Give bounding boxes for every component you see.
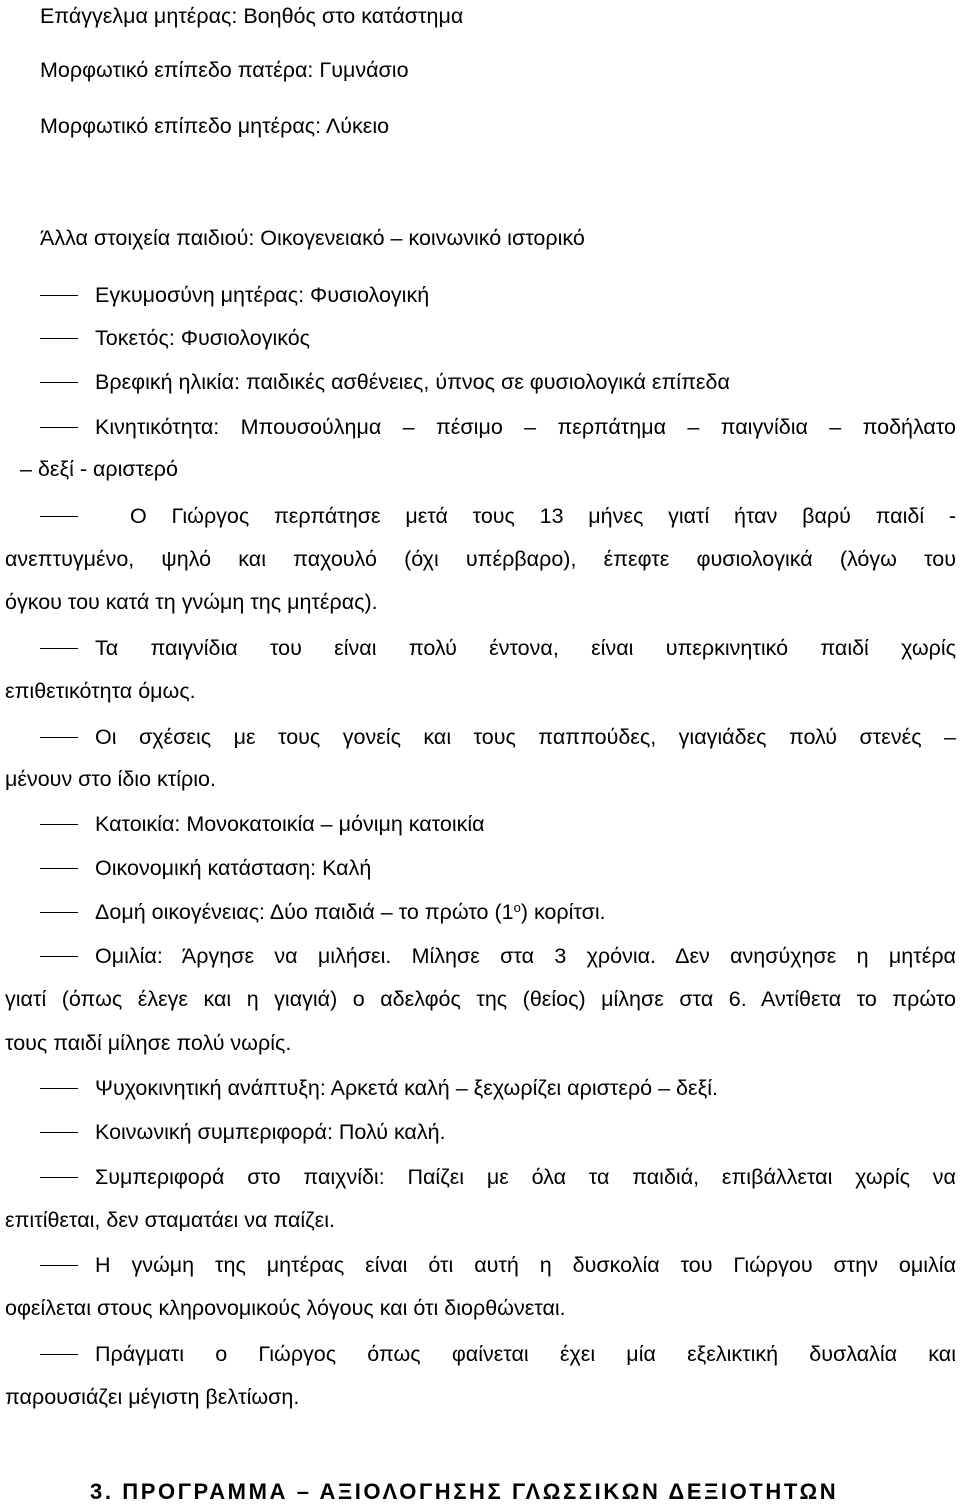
social-line: Κοινωνική συμπεριφορά: Πολύ καλή.	[95, 1120, 446, 1144]
bullet-dash	[40, 648, 78, 649]
section-heading: 3. ΠΡΟΓΡΑΜΜΑ – ΑΞΙΟΛΟΓΗΣΗΣ ΓΛΩΣΣΙΚΩΝ ΔΕΞΙΟΤΗΤΩΝ	[90, 1479, 839, 1504]
relations-line-2: μένουν στο ίδιο κτίριο.	[5, 767, 216, 791]
family-text-pre: Δομή οικογένειας: Δύο παιδιά – το πρώτο (1	[95, 900, 514, 924]
bullet-dash	[40, 1132, 78, 1133]
father-education: Μορφωτικό επίπεδο πατέρα: Γυμνάσιο	[40, 58, 409, 82]
speech-line-2: γιατί (όπως έλεγε και η γιαγιά) ο αδελφός της (θείος) μίλησε στα 6. Αντίθετα το πρώτο	[5, 987, 956, 1011]
opinion-line-2: οφείλεται στους κληρονομικούς λόγους και ότι διορθώνεται.	[5, 1296, 566, 1320]
bullet-dash	[40, 956, 78, 957]
motor-line-2: – δεξί - αριστερό	[20, 457, 178, 481]
bullet-dash	[40, 912, 78, 913]
walking-line-2: ανεπτυγμένο, ψηλό και παχουλό (όχι υπέρβαρο), έπεφτε φυσιολογικά (λόγω του	[5, 547, 956, 571]
progress-line-1: Πράγματι ο Γιώργος όπως φαίνεται έχει μία εξελικτική δυσλαλία και	[95, 1342, 956, 1366]
bullet-dash	[40, 737, 78, 738]
infancy-line: Βρεφική ηλικία: παιδικές ασθένειες, ύπνος σε φυσιολογικά επίπεδα	[95, 370, 730, 394]
family-structure-line	[95, 899, 606, 925]
games-line-1: Τα παιγνίδια του είναι πολύ έντονα, είναι υπερκινητικό παιδί χωρίς	[95, 636, 956, 660]
housing-line: Κατοικία: Μονοκατοικία – μόνιμη κατοικία	[95, 812, 485, 836]
opinion-line-1: Η γνώμη της μητέρας είναι ότι αυτή η δυσκολία του Γιώργου στην ομιλία	[95, 1253, 956, 1277]
progress-line-2: παρουσιάζει μέγιστη βελτίωση.	[5, 1385, 300, 1409]
ordinal-superscript: ο	[513, 900, 521, 915]
games-line-2: επιθετικότητα όμως.	[5, 679, 196, 703]
bullet-dash	[40, 427, 78, 428]
mother-education: Μορφωτικό επίπεδο μητέρας: Λύκειο	[40, 114, 390, 138]
bullet-dash	[40, 1088, 78, 1089]
walking-line-1: Ο Γιώργος περπάτησε μετά τους 13 μήνες γιατί ήταν βαρύ παιδί -	[130, 504, 956, 528]
bullet-dash	[40, 516, 78, 517]
pregnancy-line: Εγκυμοσύνη μητέρας: Φυσιολογική	[95, 283, 430, 307]
bullet-dash	[40, 382, 78, 383]
psychomotor-line: Ψυχοκινητική ανάπτυξη: Αρκετά καλή – ξεχωρίζει αριστερό – δεξί.	[95, 1076, 718, 1100]
bullet-dash	[40, 1265, 78, 1266]
walking-line-3: όγκου του κατά τη γνώμη της μητέρας).	[5, 590, 378, 614]
speech-line-1: Ομιλία: Άργησε να μιλήσει. Μίλησε στα 3 χρόνια. Δεν ανησύχησε η μητέρα	[95, 944, 956, 968]
mother-occupation: Επάγγελμα μητέρας: Βοηθός στο κατάστημα	[40, 4, 464, 28]
bullet-dash	[40, 295, 78, 296]
bullet-dash	[40, 1177, 78, 1178]
play-line-1: Συμπεριφορά στο παιχνίδι: Παίζει με όλα τα παιδιά, επιβάλλεται χωρίς να	[95, 1165, 956, 1189]
relations-line-1: Οι σχέσεις με τους γονείς και τους παππούδες, γιαγιάδες πολύ στενές –	[95, 725, 956, 749]
bullet-dash	[40, 1354, 78, 1355]
play-line-2: επιτίθεται, δεν σταματάει να παίζει.	[5, 1208, 335, 1232]
speech-line-3: τους παιδί μίλησε πολύ νωρίς.	[5, 1031, 292, 1055]
bullet-dash	[40, 824, 78, 825]
birth-line: Τοκετός: Φυσιολογικός	[95, 326, 311, 350]
economic-line: Οικονομική κατάσταση: Καλή	[95, 856, 372, 880]
motor-line-1: Κινητικότητα: Μπουσούλημα – πέσιμο – περπάτημα – παιγνίδια – ποδήλατο	[95, 415, 956, 439]
other-child-data-heading: Άλλα στοιχεία παιδιού: Οικογενειακό – κοινωνικό ιστορικό	[40, 226, 585, 250]
bullet-dash	[40, 868, 78, 869]
family-text-post: ) κορίτσι.	[520, 900, 606, 924]
bullet-dash	[40, 338, 78, 339]
